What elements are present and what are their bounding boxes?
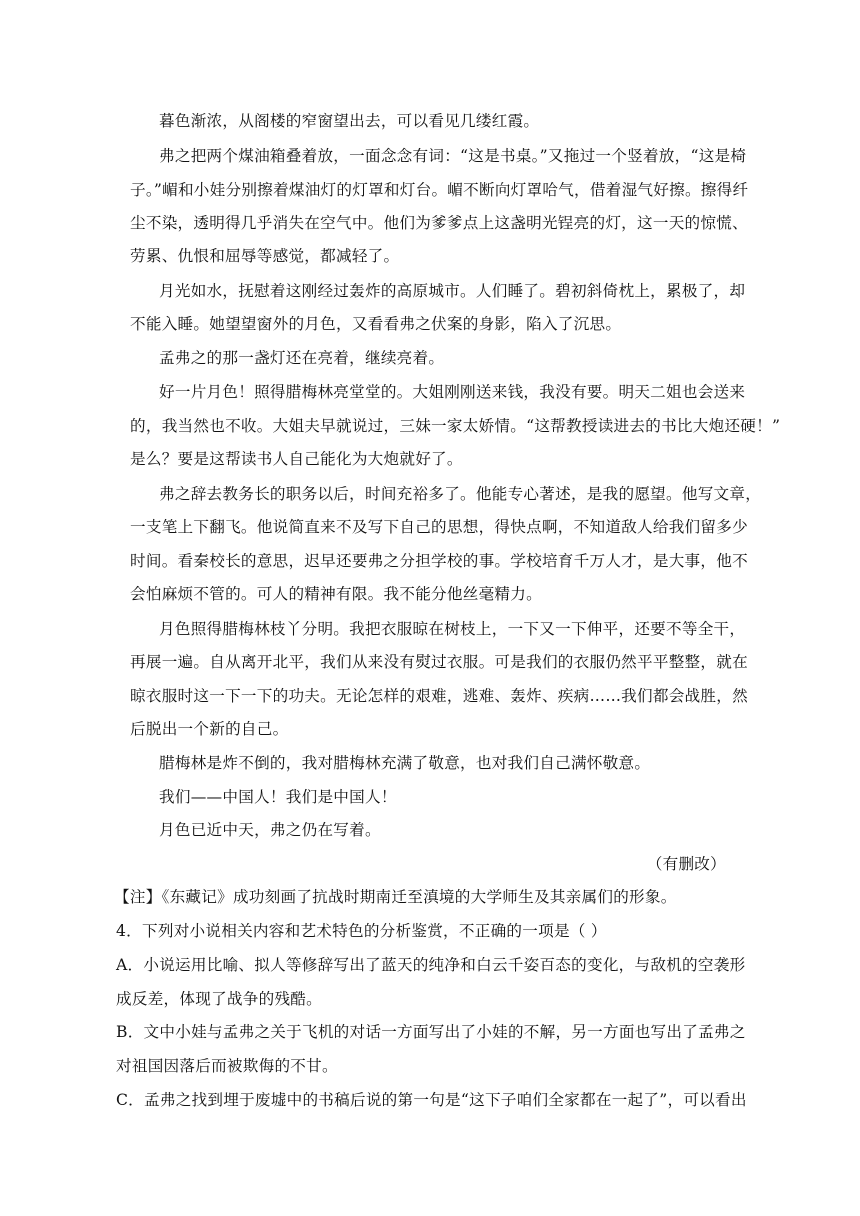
paragraph-line: 一支笔上下翻飞。他说简直来不及写下自己的思想，得快点啊，不知道敌人给我们留多少 [130,518,748,536]
paragraph-line: 后脱出一个新的自己。 [130,720,289,738]
paragraph-line: 不能入睡。她望望窗外的月色，又看看弗之伏案的身影，陷入了沉思。 [130,315,622,333]
paragraph-line: 好一片月色！照得腊梅林亮堂堂的。大姐刚刚送来钱，我没有要。明天二姐也会送来 [159,383,746,401]
paragraph-line: 腊梅林是炸不倒的，我对腊梅林充满了敬意，也对我们自己满怀敬意。 [159,754,651,772]
option-b-line: 对祖国因落后而被欺侮的不甘。 [116,1057,338,1075]
paragraph-line: 劳累、仇恨和屈辱等感觉，都减轻了。 [130,247,400,265]
source-note: （有删改） [646,855,726,873]
question-stem: 4．下列对小说相关内容和艺术特色的分析鉴赏，不正确的一项是（ ） [116,922,607,940]
option-c-line: C．孟弗之找到埋于废墟中的书稿后说的第一句是“这下子咱们全家都在一起了”，可以看出 [116,1091,747,1109]
paragraph-line: 月色已近中天，弗之仍在写着。 [159,821,381,839]
paragraph-line: 暮色渐浓，从阁楼的窄窗望出去，可以看见几缕红霞。 [159,112,540,130]
paragraph-line: 尘不染，透明得几乎消失在空气中。他们为爹爹点上这盏明光锃亮的灯，这一天的惊慌、 [130,214,748,232]
paragraph-line: 是么？要是这帮读书人自己能化为大炮就好了。 [130,450,463,468]
paragraph-line: 月光如水，抚慰着这刚经过轰炸的高原城市。人们睡了。碧初斜倚枕上，累极了，却 [159,282,746,300]
paragraph-line: 子。”嵋和小娃分别擦着煤油灯的灯罩和灯台。嵋不断向灯罩哈气，借着湿气好擦。擦得纤 [130,181,749,199]
paragraph-line: 弗之把两个煤油箱叠着放，一面念念有词：“这是书桌。”又拖过一个竖着放，“这是椅 [159,147,747,165]
paragraph-line: 时间。看秦校长的意思，迟早还要弗之分担学校的事。学校培育千万人才，是大事，他不 [130,552,748,570]
paragraph-line: 的，我当然也不收。大姐夫早就说过，三妹一家太娇情。“这帮教授读进去的书比大炮还硬！” [130,417,781,435]
paragraph-line: 再展一遍。自从离开北平，我们从来没有熨过衣服。可是我们的衣服仍然平平整整，就在 [130,653,748,671]
option-b-line: B．文中小娃与孟弗之关于飞机的对话一方面写出了小娃的不解，另一方面也写出了孟弗之 [116,1023,746,1041]
paragraph-line: 晾衣服时这一下一下的功夫。无论怎样的艰难，逃难、轰炸、疾病……我们都会战胜，然 [130,687,748,705]
paragraph-line: 月色照得腊梅林枝丫分明。我把衣服晾在树枝上，一下又一下伸平，还要不等全干， [159,620,746,638]
paragraph-line: 孟弗之的那一盏灯还在亮着，继续亮着。 [159,349,445,367]
paragraph-line: 会怕麻烦不管的。可人的精神有限。我不能分他丝毫精力。 [130,585,542,603]
paragraph-line: 弗之辞去教务长的职务以后，时间充裕多了。他能专心著述，是我的愿望。他写文章， [159,485,762,503]
option-a-line: A．小说运用比喻、拟人等修辞写出了蓝天的纯净和白云千姿百态的变化，与敌机的空袭形 [116,956,746,974]
annotation-note: 【注】《东藏记》成功刻画了抗战时期南迁至滇境的大学师生及其亲属们的形象。 [114,888,677,906]
option-a-line: 成反差，体现了战争的残酷。 [116,990,322,1008]
paragraph-line: 我们——中国人！我们是中国人！ [159,788,397,806]
